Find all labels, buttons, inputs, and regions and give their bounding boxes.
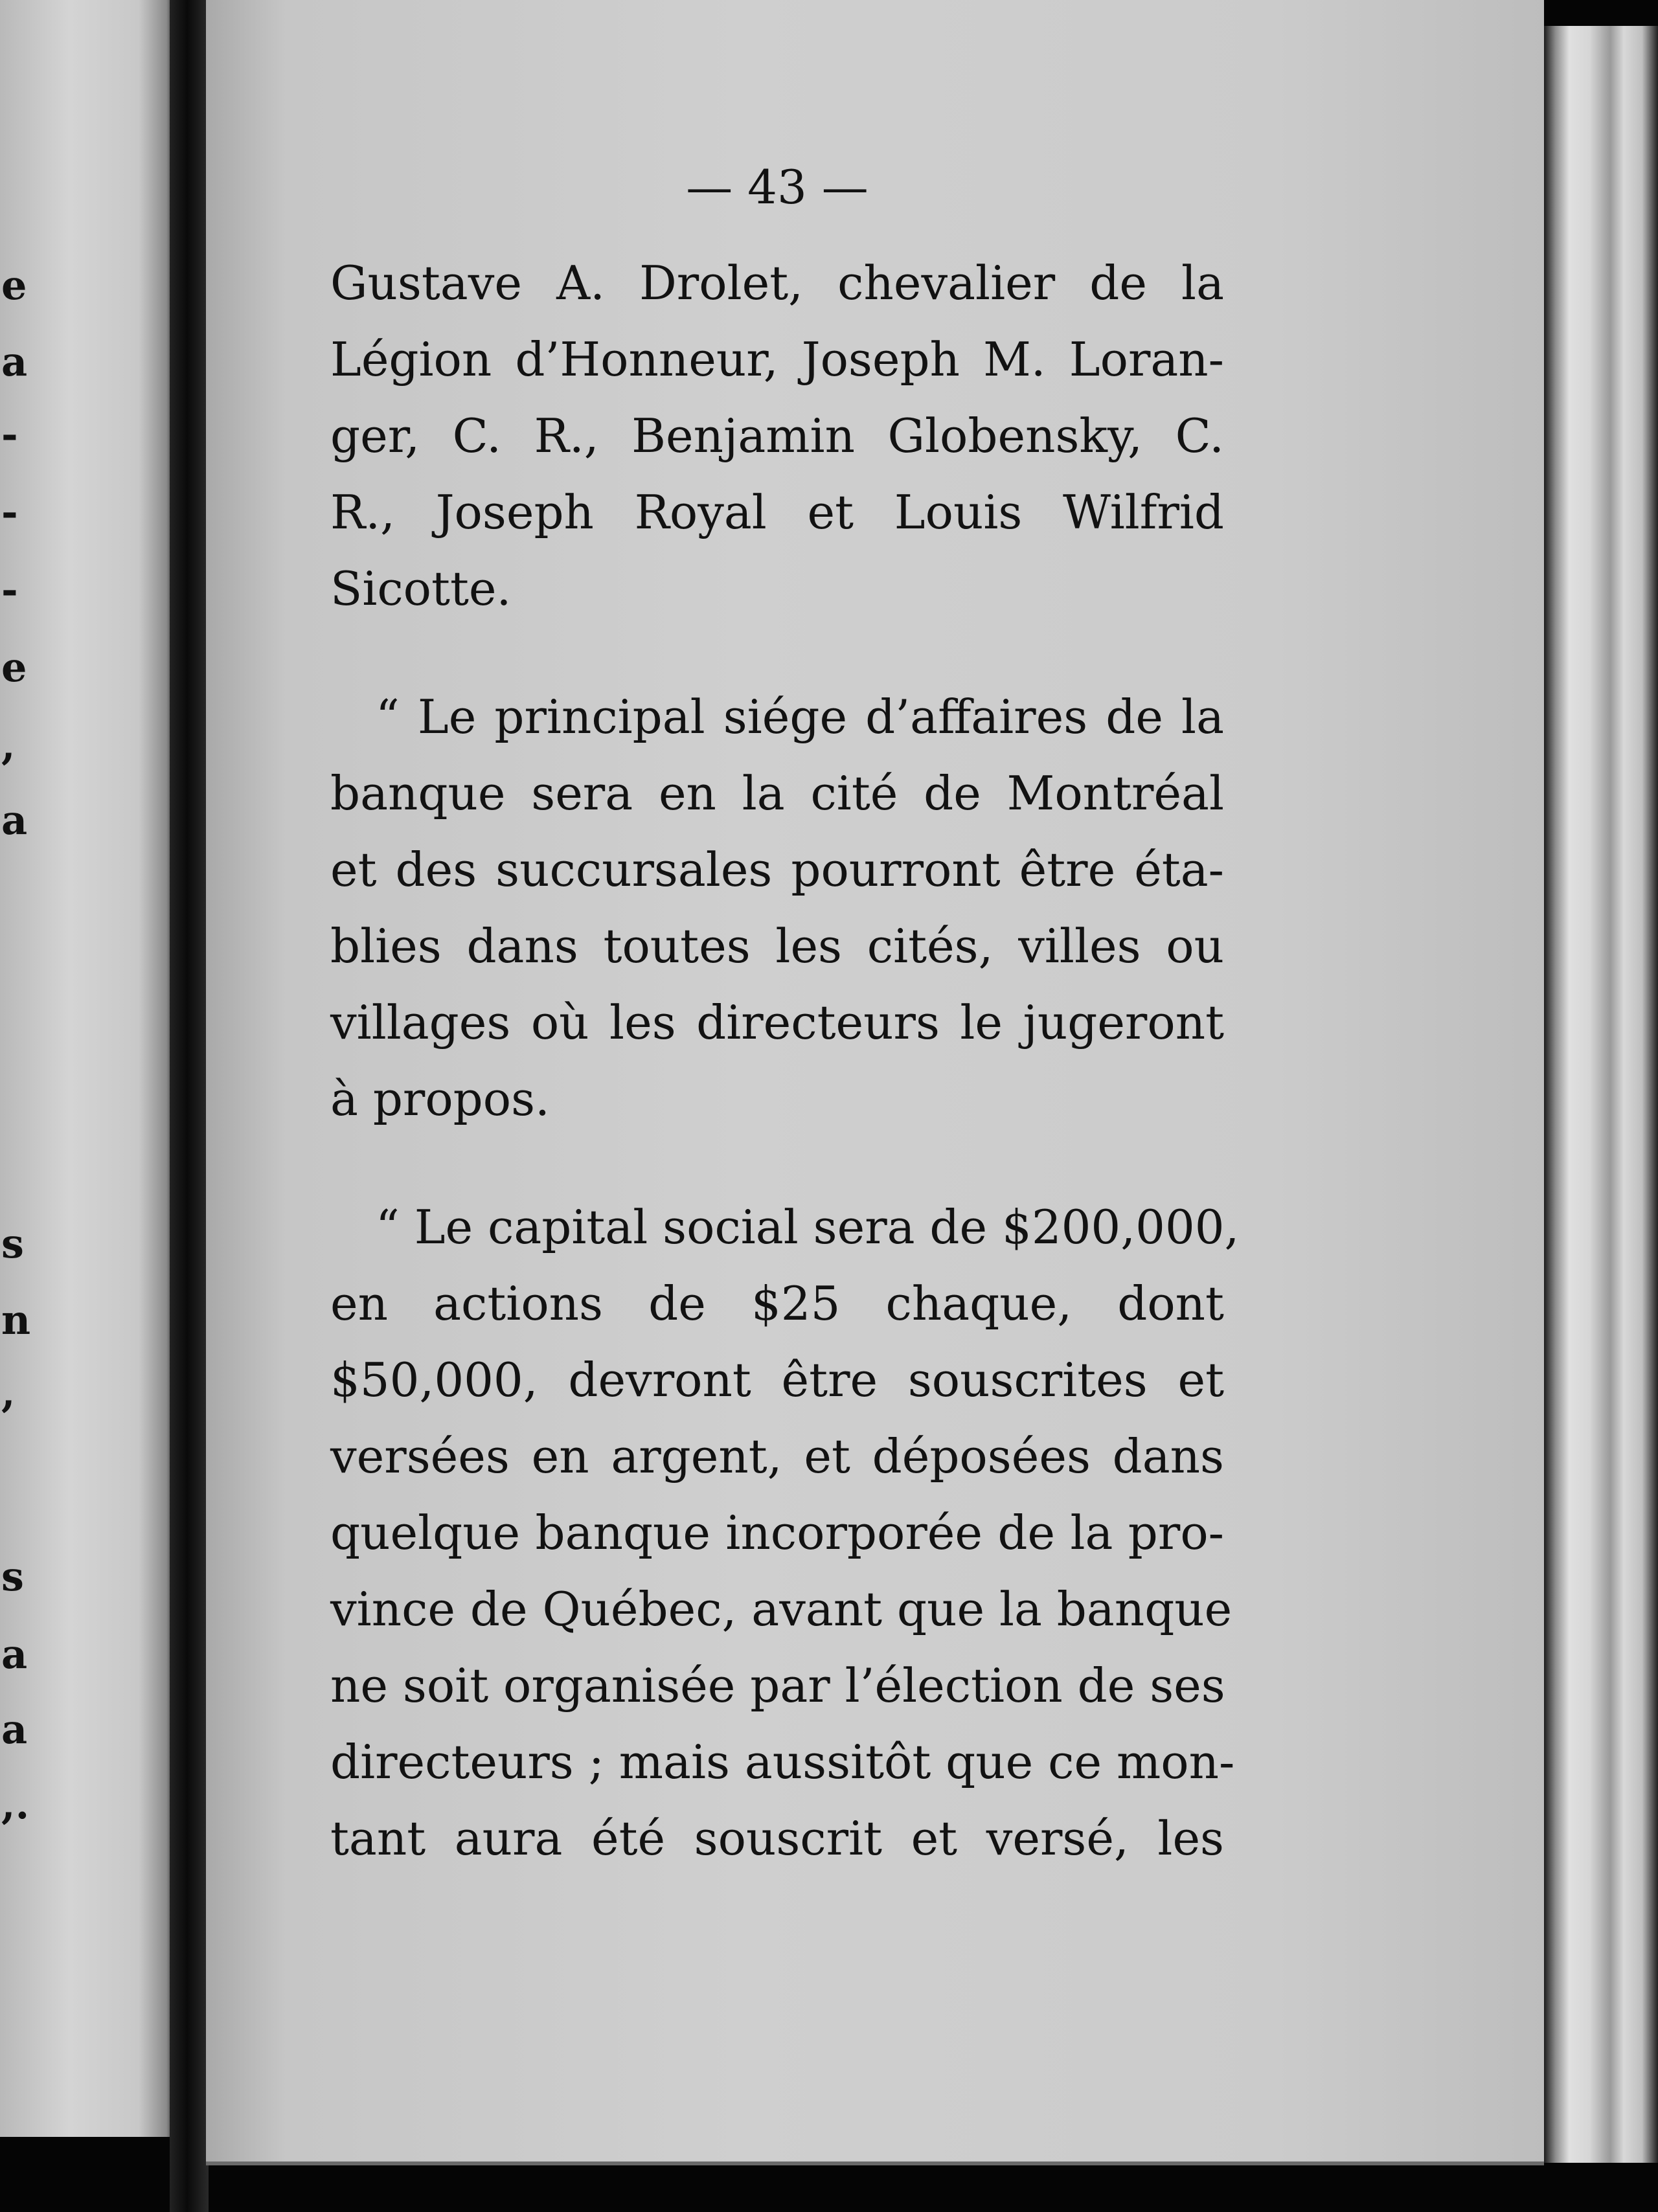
left-page-fragment: , <box>1 1369 16 1416</box>
text-line: “ Le principal siége d’affaires de la <box>376 690 1224 744</box>
paragraph-2 <box>330 679 1224 1137</box>
text-line: ne soit organisée par l’élection de ses <box>330 1658 1225 1713</box>
text-line: en actions de $25 chaque, dont <box>330 1276 1224 1331</box>
paragraph-3 <box>330 1189 1240 1877</box>
text-line: Légion d’Honneur, Joseph M. Loran- <box>330 332 1224 387</box>
text-line: et des succursales pourront être éta- <box>330 842 1224 897</box>
text-line: tant aura été souscrit et versé, les <box>330 1811 1224 1866</box>
text-line: quelque banque incorporée de la pro- <box>330 1506 1224 1560</box>
left-page-fragment: - <box>1 488 18 536</box>
text-line: à propos. <box>330 1072 550 1126</box>
text-line: versées en argent, et déposées dans <box>330 1429 1224 1484</box>
paragraph-1 <box>330 245 1224 627</box>
text-line: “ Le capital social sera de $200,000, <box>376 1200 1240 1254</box>
page-number: — 43 — <box>686 160 869 214</box>
page-stack-edge <box>1544 26 1658 2163</box>
text-line: blies dans toutes les cités, villes ou <box>330 919 1224 973</box>
book-gutter <box>170 0 209 2212</box>
text-line: $50,000, devront être souscrites et <box>330 1353 1224 1407</box>
left-facing-page <box>0 0 174 2137</box>
left-page-fragment: a <box>1 796 28 844</box>
left-page-fragment: n <box>1 1296 31 1344</box>
text-line: vince de Québec, avant que la banque <box>330 1582 1232 1636</box>
left-page-fragment: , <box>1 721 16 769</box>
left-page-fragment: - <box>1 411 18 458</box>
text-line: Sicotte. <box>330 561 512 616</box>
left-page-fragment: ,. <box>1 1781 30 1828</box>
text-line: directeurs ; mais aussitôt que ce mon- <box>330 1735 1235 1789</box>
left-page-fragment: e <box>1 644 27 691</box>
text-line: banque sera en la cité de Montréal <box>330 766 1224 820</box>
left-page-fragment: e <box>1 262 27 309</box>
left-page-fragment: a <box>1 1706 28 1753</box>
left-page-fragment: s <box>1 1553 24 1600</box>
left-page-fragment: s <box>1 1220 24 1267</box>
text-line: ger, C. R., Benjamin Globensky, C. <box>330 409 1224 463</box>
text-line: R., Joseph Royal et Louis Wilfrid <box>330 485 1224 539</box>
text-line: Gustave A. Drolet, chevalier de la <box>330 256 1224 310</box>
left-page-fragment: a <box>1 338 28 385</box>
left-page-fragment: a <box>1 1631 28 1678</box>
text-line: villages où les directeurs le jugeront <box>330 995 1224 1050</box>
left-page-fragment: - <box>1 566 18 613</box>
